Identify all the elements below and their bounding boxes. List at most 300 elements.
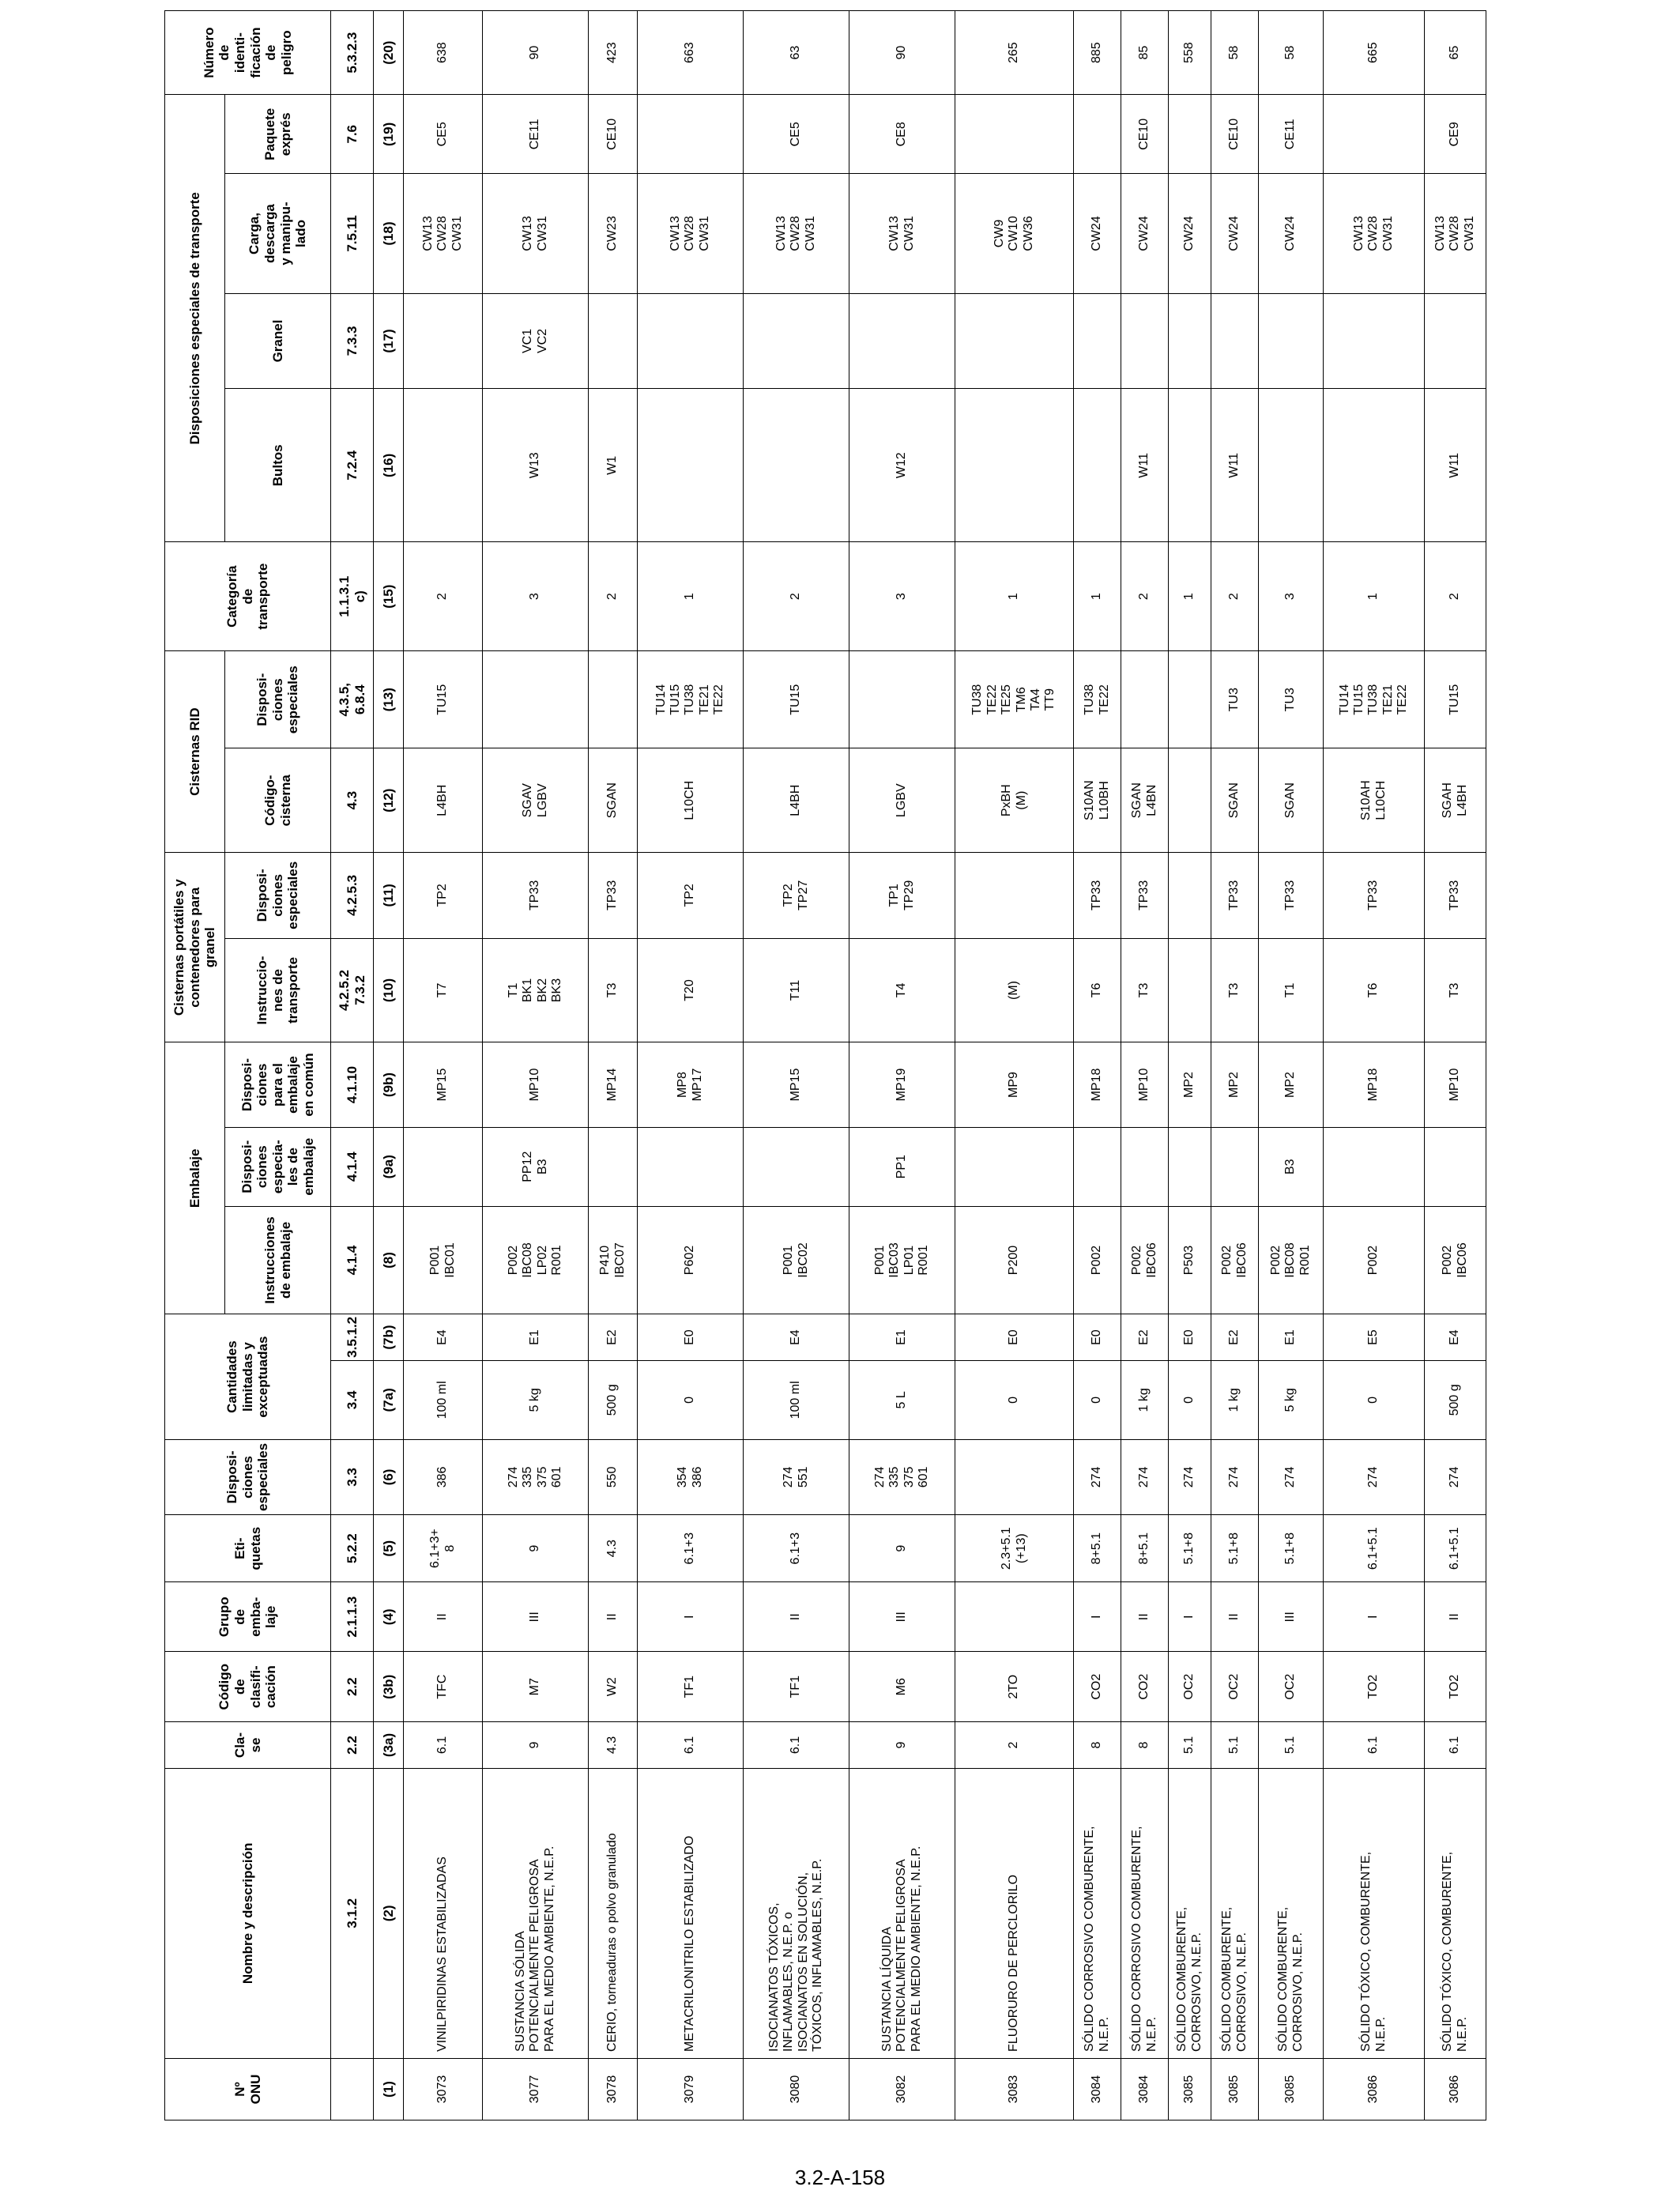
table-cell: 3 [483,542,589,651]
table-cell [589,651,638,748]
table-cell: CE10 [1121,95,1169,174]
substance-name-cell: SÓLIDO COMBURENTE, CORROSIVO, N.E.P. [1259,1768,1324,2058]
table-cell: MP2 [1211,1042,1259,1127]
table-cell: P001 IBC01 [404,1206,483,1314]
table-cell [638,293,744,389]
table-cell: 4.3 [589,1515,638,1582]
table-cell: 558 [1169,11,1211,95]
table-cell [589,293,638,389]
un-number-cell: 3085 [1169,2058,1211,2120]
header-row-1 [165,11,225,2120]
table-cell: CE11 [1259,95,1324,174]
ref-cell: 2.1.1.3 [331,1582,374,1652]
table-cell: CW13 CW31 [483,174,589,293]
colnum-cell: (12) [374,748,404,853]
table-cell: MP10 [1121,1042,1169,1127]
table-cell [1259,389,1324,542]
table-cell: II [1425,1582,1486,1652]
table-cell: 354 386 [638,1439,744,1514]
table-cell: I [1324,1582,1425,1652]
table-cell: 550 [589,1439,638,1514]
table-cell [638,95,744,174]
un-number-cell: 3086 [1324,2058,1425,2120]
table-cell: CW24 [1074,174,1121,293]
table-cell: 2 [1211,542,1259,651]
table-cell [1169,938,1211,1042]
table-cell: CO2 [1121,1652,1169,1722]
table-cell: CW9 CW10 CW36 [955,174,1074,293]
table-cell: 2TO [955,1652,1074,1722]
header-un-no: Nº ONU [165,2058,331,2120]
table-cell: SGAH L4BH [1425,748,1486,853]
table-cell: 90 [849,11,955,95]
table-cell: CW24 [1169,174,1211,293]
table-cell: 1 [1074,542,1121,651]
table-cell: 6.1+5.1 [1324,1515,1425,1582]
table-cell: 100 ml [404,1360,483,1439]
table-cell: 6.1+3+ 8 [404,1515,483,1582]
table-cell: T20 [638,938,744,1042]
table-cell: 3 [849,542,955,651]
table-cell [638,389,744,542]
table-cell: 6.1+3 [638,1515,744,1582]
table-cell [1121,651,1169,748]
table-cell: MP15 [404,1042,483,1127]
ref-cell: 1.1.3.1 c) [331,542,374,651]
header-mixed-packing: Disposi- ciones para el embalaje en común [225,1042,331,1127]
un-number-cell: 3084 [1121,2058,1169,2120]
table-cell: MP10 [1425,1042,1486,1127]
table-cell [1169,95,1211,174]
table-cell: TF1 [638,1652,744,1722]
table-cell: E4 [744,1314,849,1361]
header-tank-code: Código- cisterna [225,748,331,853]
table-cell: 9 [483,1722,589,1769]
table-cell: 1 [1324,542,1425,651]
rotated-table-frame [164,10,1475,2120]
table-cell: TP33 [1259,853,1324,939]
table-cell: TP33 [1425,853,1486,939]
header-express: Paquete exprés [225,95,331,174]
table-cell [1211,1127,1259,1206]
table-cell: CE5 [744,95,849,174]
table-cell: W13 [483,389,589,542]
table-cell: T3 [1425,938,1486,1042]
table-cell [955,95,1074,174]
table-cell: CW13 CW28 CW31 [404,174,483,293]
table-cell [483,651,589,748]
table-cell: CE10 [589,95,638,174]
table-cell: W2 [589,1652,638,1722]
ref-cell: 4.1.4 [331,1127,374,1206]
substance-name-cell: SÓLIDO CORROSIVO COMBURENTE, N.E.P. [1074,1768,1121,2058]
table-cell: 274 [1259,1439,1324,1514]
header-tank-special: Disposi- ciones especiales [225,853,331,939]
table-row [483,11,589,2120]
table-cell: E1 [483,1314,589,1361]
un-number-cell: 3078 [589,2058,638,2120]
table-cell [1425,293,1486,389]
colnum-cell: (11) [374,853,404,939]
table-cell: 9 [483,1515,589,1582]
table-cell: SGAN [589,748,638,853]
ref-cell: 3.1.2 [331,1768,374,2058]
substance-name-cell: METACRILONITRILO ESTABILIZADO [638,1768,744,2058]
ref-cell: 5.3.2.3 [331,11,374,95]
table-cell: 4.3 [589,1722,638,1769]
table-cell [1324,95,1425,174]
table-cell: TP33 [1074,853,1121,939]
header-limited-quantities: Cantidades limitadas y exceptuadas [165,1314,331,1440]
dangerous-goods-table [164,10,1486,2120]
table-cell: I [638,1582,744,1652]
ref-cell: 4.1.4 [331,1206,374,1314]
table-cell: TO2 [1425,1652,1486,1722]
table-cell: 58 [1211,11,1259,95]
table-cell: T1 BK1 BK2 BK3 [483,938,589,1042]
table-cell: II [589,1582,638,1652]
header-special-provisions: Disposi- ciones especiales [165,1439,331,1514]
table-cell: L4BH [404,748,483,853]
table-cell: E1 [1259,1314,1324,1361]
table-cell: 6.1 [1324,1722,1425,1769]
table-cell: 9 [849,1515,955,1582]
table-cell: I [1074,1582,1121,1652]
header-special-transport: Disposiciones especiales de transporte [165,95,225,542]
table-cell [1074,389,1121,542]
table-cell: E1 [849,1314,955,1361]
table-cell: 0 [1169,1360,1211,1439]
table-cell: (M) [955,938,1074,1042]
colnum-cell: (3b) [374,1652,404,1722]
colnum-cell: (13) [374,651,404,748]
table-cell: 6.1 [1425,1722,1486,1769]
table-cell [955,293,1074,389]
table-cell: 0 [955,1360,1074,1439]
ref-cell: 2.2 [331,1722,374,1769]
table-cell: CW13 CW31 [849,174,955,293]
table-cell: CE5 [404,95,483,174]
table-row [1169,11,1211,2120]
ref-cell: 3.3 [331,1439,374,1514]
table-cell [1169,651,1211,748]
colnum-cell: (16) [374,389,404,542]
table-cell: 6.1+5.1 [1425,1515,1486,1582]
table-cell: 90 [483,11,589,95]
ref-cell: 3.4 [331,1360,374,1439]
table-cell: 423 [589,11,638,95]
table-cell: MP8 MP17 [638,1042,744,1127]
table-cell: M6 [849,1652,955,1722]
table-cell: TU38 TE22 [1074,651,1121,748]
table-cell: T6 [1324,938,1425,1042]
table-cell: T7 [404,938,483,1042]
colnum-cell: (15) [374,542,404,651]
table-row [955,11,1074,2120]
header-bulk: Granel [225,293,331,389]
ref-cell: 7.6 [331,95,374,174]
table-cell [1169,748,1211,853]
table-cell: 2 [404,542,483,651]
table-cell: III [849,1582,955,1652]
table-cell: P503 [1169,1206,1211,1314]
table-cell: W11 [1121,389,1169,542]
table-cell: LGBV [849,748,955,853]
table-cell [404,293,483,389]
un-number-cell: 3085 [1211,2058,1259,2120]
table-cell: II [1211,1582,1259,1652]
colnum-cell: (18) [374,174,404,293]
header-name: Nombre y descripción [165,1768,331,2058]
table-cell: MP9 [955,1042,1074,1127]
colnum-cell: (10) [374,938,404,1042]
table-row [744,11,849,2120]
table-cell: 5.1 [1259,1722,1324,1769]
table-cell: 3 [1259,542,1324,651]
table-cell: E2 [589,1314,638,1361]
table-cell: VC1 VC2 [483,293,589,389]
table-cell: 274 [1121,1439,1169,1514]
header-portable-tanks: Cisternas portátiles y contenedores para granel [165,853,225,1042]
table-cell [849,651,955,748]
table-cell: TU3 [1259,651,1324,748]
table-cell: 1 [638,542,744,651]
table-cell: 2 [1121,542,1169,651]
table-cell [955,853,1074,939]
substance-name-cell: SÓLIDO TÓXICO, COMBURENTE, N.E.P. [1324,1768,1425,2058]
header-labels: Eti- quetas [165,1515,331,1582]
table-cell [1324,293,1425,389]
table-cell: TU3 [1211,651,1259,748]
table-cell: TP33 [1211,853,1259,939]
table-cell: 2 [955,1722,1074,1769]
table-cell: 5 kg [1259,1360,1324,1439]
table-cell: 500 g [1425,1360,1486,1439]
header-transport-category: Categoría de transporte [165,542,331,651]
header-packages: Bultos [225,389,331,542]
table-cell: CW24 [1211,174,1259,293]
table-cell: 885 [1074,11,1121,95]
table-cell: 2 [589,542,638,651]
table-cell: 5 kg [483,1360,589,1439]
colnum-cell: (9b) [374,1042,404,1127]
table-cell: TU14 TU15 TU38 TE21 TE22 [638,651,744,748]
table-row [1425,11,1486,2120]
table-cell: E0 [955,1314,1074,1361]
header-rid-special: Disposi- ciones especiales [225,651,331,748]
table-cell: CW13 CW28 CW31 [638,174,744,293]
table-cell: 386 [404,1439,483,1514]
table-cell: 63 [744,11,849,95]
table-cell: P002 IBC08 R001 [1259,1206,1324,1314]
un-number-cell: 3077 [483,2058,589,2120]
table-cell: T11 [744,938,849,1042]
ref-cell: 4.3.5, 6.8.4 [331,651,374,748]
table-cell: III [483,1582,589,1652]
table-cell: T6 [1074,938,1121,1042]
table-cell [1169,853,1211,939]
table-cell [1169,389,1211,542]
table-cell: TFC [404,1652,483,1722]
table-cell: SGAN L4BN [1121,748,1169,853]
table-cell: S10AH L10CH [1324,748,1425,853]
colnum-cell: (1) [374,2058,404,2120]
table-cell: PxBH (M) [955,748,1074,853]
table-row [1324,11,1425,2120]
ref-cell: 3.5.1.2 [331,1314,374,1361]
table-cell: P002 IBC08 LP02 R001 [483,1206,589,1314]
table-row [1074,11,1121,2120]
ref-cell: 5.2.2 [331,1515,374,1582]
table-cell: P001 IBC02 [744,1206,849,1314]
table-cell [638,1127,744,1206]
table-cell: 1 kg [1121,1360,1169,1439]
table-cell: OC2 [1211,1652,1259,1722]
table-cell: P410 IBC07 [589,1206,638,1314]
substance-name-cell: VINILPIRIDINAS ESTABILIZADAS [404,1768,483,2058]
table-cell: II [744,1582,849,1652]
substance-name-cell: SÓLIDO TÓXICO, COMBURENTE, N.E.P. [1425,1768,1486,2058]
table-cell: CE9 [1425,95,1486,174]
table-cell [1121,1127,1169,1206]
table-cell: MP15 [744,1042,849,1127]
table-cell [404,389,483,542]
table-cell [1074,1127,1121,1206]
table-cell: MP14 [589,1042,638,1127]
table-cell: W12 [849,389,955,542]
substance-name-cell: SUSTANCIA SÓLIDA POTENCIALMENTE PELIGROSA PARA EL MEDIO AMBIENTE, N.E.P. [483,1768,589,2058]
table-cell: 274 [1074,1439,1121,1514]
table-cell: 274 335 375 601 [849,1439,955,1514]
table-cell: 8 [1121,1722,1169,1769]
table-cell: W11 [1425,389,1486,542]
table-cell: MP18 [1324,1042,1425,1127]
table-cell: 1 [1169,542,1211,651]
table-row [849,11,955,2120]
table-cell: 274 [1211,1439,1259,1514]
table-cell [955,1439,1074,1514]
column-number-row [374,11,404,2120]
table-cell: MP2 [1169,1042,1211,1127]
table-cell: CO2 [1074,1652,1121,1722]
header-special-packing: Disposi- ciones especia- les de embalaje [225,1127,331,1206]
table-cell: 274 [1169,1439,1211,1514]
table-cell: P200 [955,1206,1074,1314]
rotated-table-sheet [164,10,1475,2120]
table-cell: P002 IBC06 [1425,1206,1486,1314]
header-hazard-id: Número de identi- ficación de peligro [165,11,331,95]
table-cell: T1 [1259,938,1324,1042]
table-cell: TP2 TP27 [744,853,849,939]
table-cell: S10AN L10BH [1074,748,1121,853]
ref-cell: 7.5.11 [331,174,374,293]
header-class-code: Código de clasifi- cación [165,1652,331,1722]
un-number-cell: 3079 [638,2058,744,2120]
table-cell: 0 [638,1360,744,1439]
table-cell: MP10 [483,1042,589,1127]
un-number-cell: 3080 [744,2058,849,2120]
substance-name-cell: SUSTANCIA LÍQUIDA POTENCIALMENTE PELIGROSA PARA EL MEDIO AMBIENTE, N.E.P. [849,1768,955,2058]
un-number-cell: 3085 [1259,2058,1324,2120]
table-cell: OC2 [1169,1652,1211,1722]
table-row [638,11,744,2120]
ref-cell [331,2058,374,2120]
header-packing-instructions: Instrucciones de embalaje [225,1206,331,1314]
table-cell: 58 [1259,11,1324,95]
table-row [1259,11,1324,2120]
table-row [404,11,483,2120]
table-cell: TP33 [589,853,638,939]
table-cell: L10CH [638,748,744,853]
substance-name-cell: CERIO, torneaduras o polvo granulado [589,1768,638,2058]
table-cell: L4BH [744,748,849,853]
table-cell: 100 ml [744,1360,849,1439]
table-cell: 0 [1074,1360,1121,1439]
table-cell [955,1127,1074,1206]
table-cell [1324,1127,1425,1206]
table-cell: E0 [1074,1314,1121,1361]
un-number-cell: 3084 [1074,2058,1121,2120]
table-cell: II [404,1582,483,1652]
table-cell: TU15 [744,651,849,748]
table-cell: CW13 CW28 CW31 [1324,174,1425,293]
table-cell: CW13 CW28 CW31 [1425,174,1486,293]
table-row [1211,11,1259,2120]
table-cell [1211,293,1259,389]
table-cell: MP2 [1259,1042,1324,1127]
table-cell: 1 kg [1211,1360,1259,1439]
colnum-cell: (19) [374,95,404,174]
table-cell: SGAV LGBV [483,748,589,853]
table-cell: W11 [1211,389,1259,542]
table-cell: 5.1+8 [1169,1515,1211,1582]
substance-name-cell: SÓLIDO CORROSIVO COMBURENTE, N.E.P. [1121,1768,1169,2058]
table-cell: P002 [1324,1206,1425,1314]
table-cell: 5.1+8 [1259,1515,1324,1582]
header-class: Cla- se [165,1722,331,1769]
ref-cell: 4.1.10 [331,1042,374,1127]
table-cell: CE8 [849,95,955,174]
table-cell [1425,1127,1486,1206]
reference-row [331,11,374,2120]
table-cell: TP2 [638,853,744,939]
table-cell: T4 [849,938,955,1042]
table-cell: 8 [1074,1722,1121,1769]
colnum-cell: (6) [374,1439,404,1514]
un-number-cell: 3082 [849,2058,955,2120]
header-loading: Carga, descarga y manipu- lado [225,174,331,293]
ref-cell: 7.3.3 [331,293,374,389]
un-number-cell: 3086 [1425,2058,1486,2120]
table-cell: 274 551 [744,1439,849,1514]
table-cell: MP19 [849,1042,955,1127]
table-cell: TU14 TU15 TU38 TE21 TE22 [1324,651,1425,748]
colnum-cell: (20) [374,11,404,95]
header-rid-tanks: Cisternas RID [165,651,225,853]
table-cell: 1 [955,542,1074,651]
table-cell: TP33 [1324,853,1425,939]
table-body [331,11,1486,2120]
table-cell: 6.1 [404,1722,483,1769]
colnum-cell: (9a) [374,1127,404,1206]
table-cell [744,389,849,542]
header-tank-instructions: Instruccio- nes de transporte [225,938,331,1042]
table-cell: 6.1 [638,1722,744,1769]
table-cell: P002 [1074,1206,1121,1314]
table-cell: PP1 [849,1127,955,1206]
table-cell [1121,293,1169,389]
table-cell: E2 [1121,1314,1169,1361]
